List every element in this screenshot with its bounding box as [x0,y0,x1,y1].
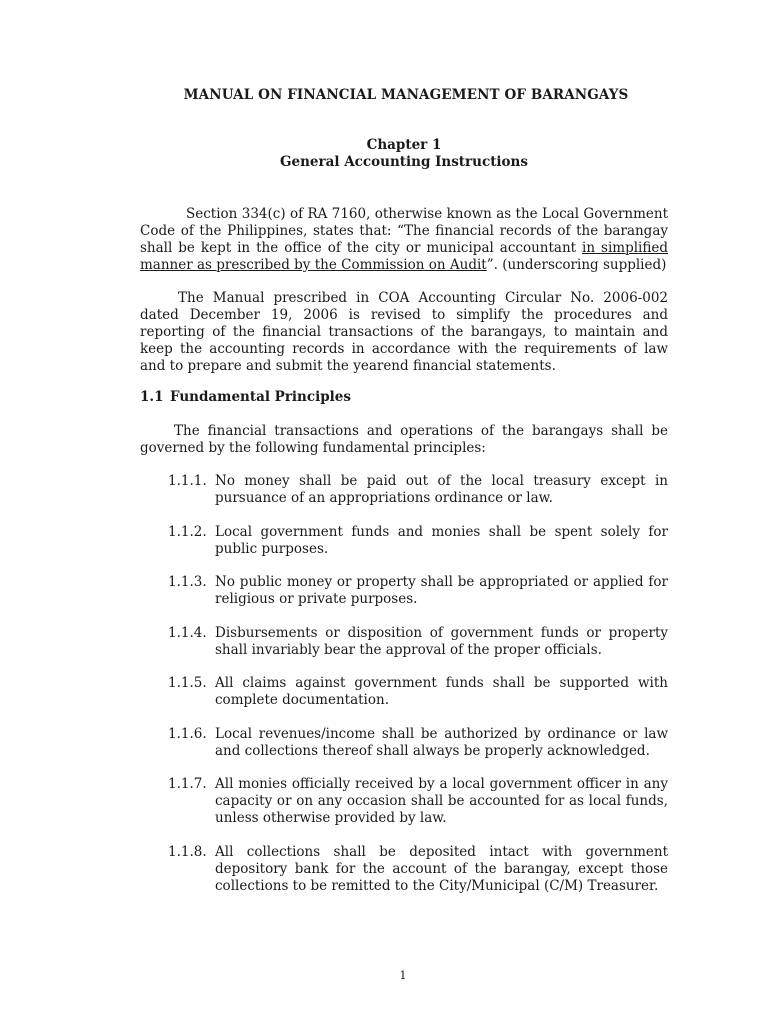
chapter-heading [0,137,768,171]
section-title: Fundamental Principles [170,389,351,405]
principle-number: 1.1.8. [168,844,207,860]
intro-underlined-text: in simplified manner as prescribed by the Commission on Audit [140,240,668,273]
document-title: MANUAL ON FINANCIAL MANAGEMENT OF BARANGAYS [183,87,629,103]
chapter-number: Chapter 1 [366,137,442,153]
section-intro: The financial transactions and operations of the barangays shall be governed by the following fundamental principles: [140,423,668,456]
principle-text: All collections shall be deposited intact with government depository bank for the account of the barangay, except those collections to be remitted to the City/Municipal (C/M) Treasurer. [215,844,668,894]
principle-text: All claims against government funds shall be supported with complete documentation. [215,675,668,708]
principle-number: 1.1.4. [168,625,207,641]
section-heading [140,389,351,405]
intro-text-before: Section 334(c) of RA 7160, otherwise known as the Local Government Code of the Philippines, states that: “The financial records of the barangay shall be kept in the office of the city or municipal accountant [140,206,668,256]
principle-text: No money shall be paid out of the local treasury except in pursuance of an appropriations ordinance or law. [215,473,668,506]
manual-paragraph: The Manual prescribed in COA Accounting Circular No. 2006-002 dated December 19, 2006 is revised to simplify the procedures and reporting of the financial transactions of the barangays, to maintain and keep the accounting records in accordance with the requirements of law and to prepare and submit the yearend financial statements. [140,290,668,374]
intro-text-after: ”. (underscoring supplied) [486,257,667,273]
principle-number: 1.1.6. [168,726,207,742]
page-number: 1 [399,969,407,982]
principle-text: Disbursements or disposition of government funds or property shall invariably bear the approval of the proper officials. [215,625,668,658]
principle-number: 1.1.5. [168,675,207,691]
principle-text: All monies officially received by a local government officer in any capacity or on any occasion shall be accounted for as local funds, unless otherwise provided by law. [215,776,668,826]
principle-number: 1.1.2. [168,524,207,540]
intro-paragraph [140,206,668,274]
principle-text: No public money or property shall be appropriated or applied for religious or private purposes. [215,574,668,607]
principle-number: 1.1.3. [168,574,207,590]
principle-text: Local government funds and monies shall be spent solely for public purposes. [215,524,668,557]
principle-number: 1.1.7. [168,776,207,792]
principle-text: Local revenues/income shall be authorized by ordinance or law and collections thereof shall always be properly acknowledged. [215,726,668,759]
principle-number: 1.1.1. [168,473,207,489]
section-number: 1.1 [140,389,164,405]
chapter-title: General Accounting Instructions [280,154,528,170]
